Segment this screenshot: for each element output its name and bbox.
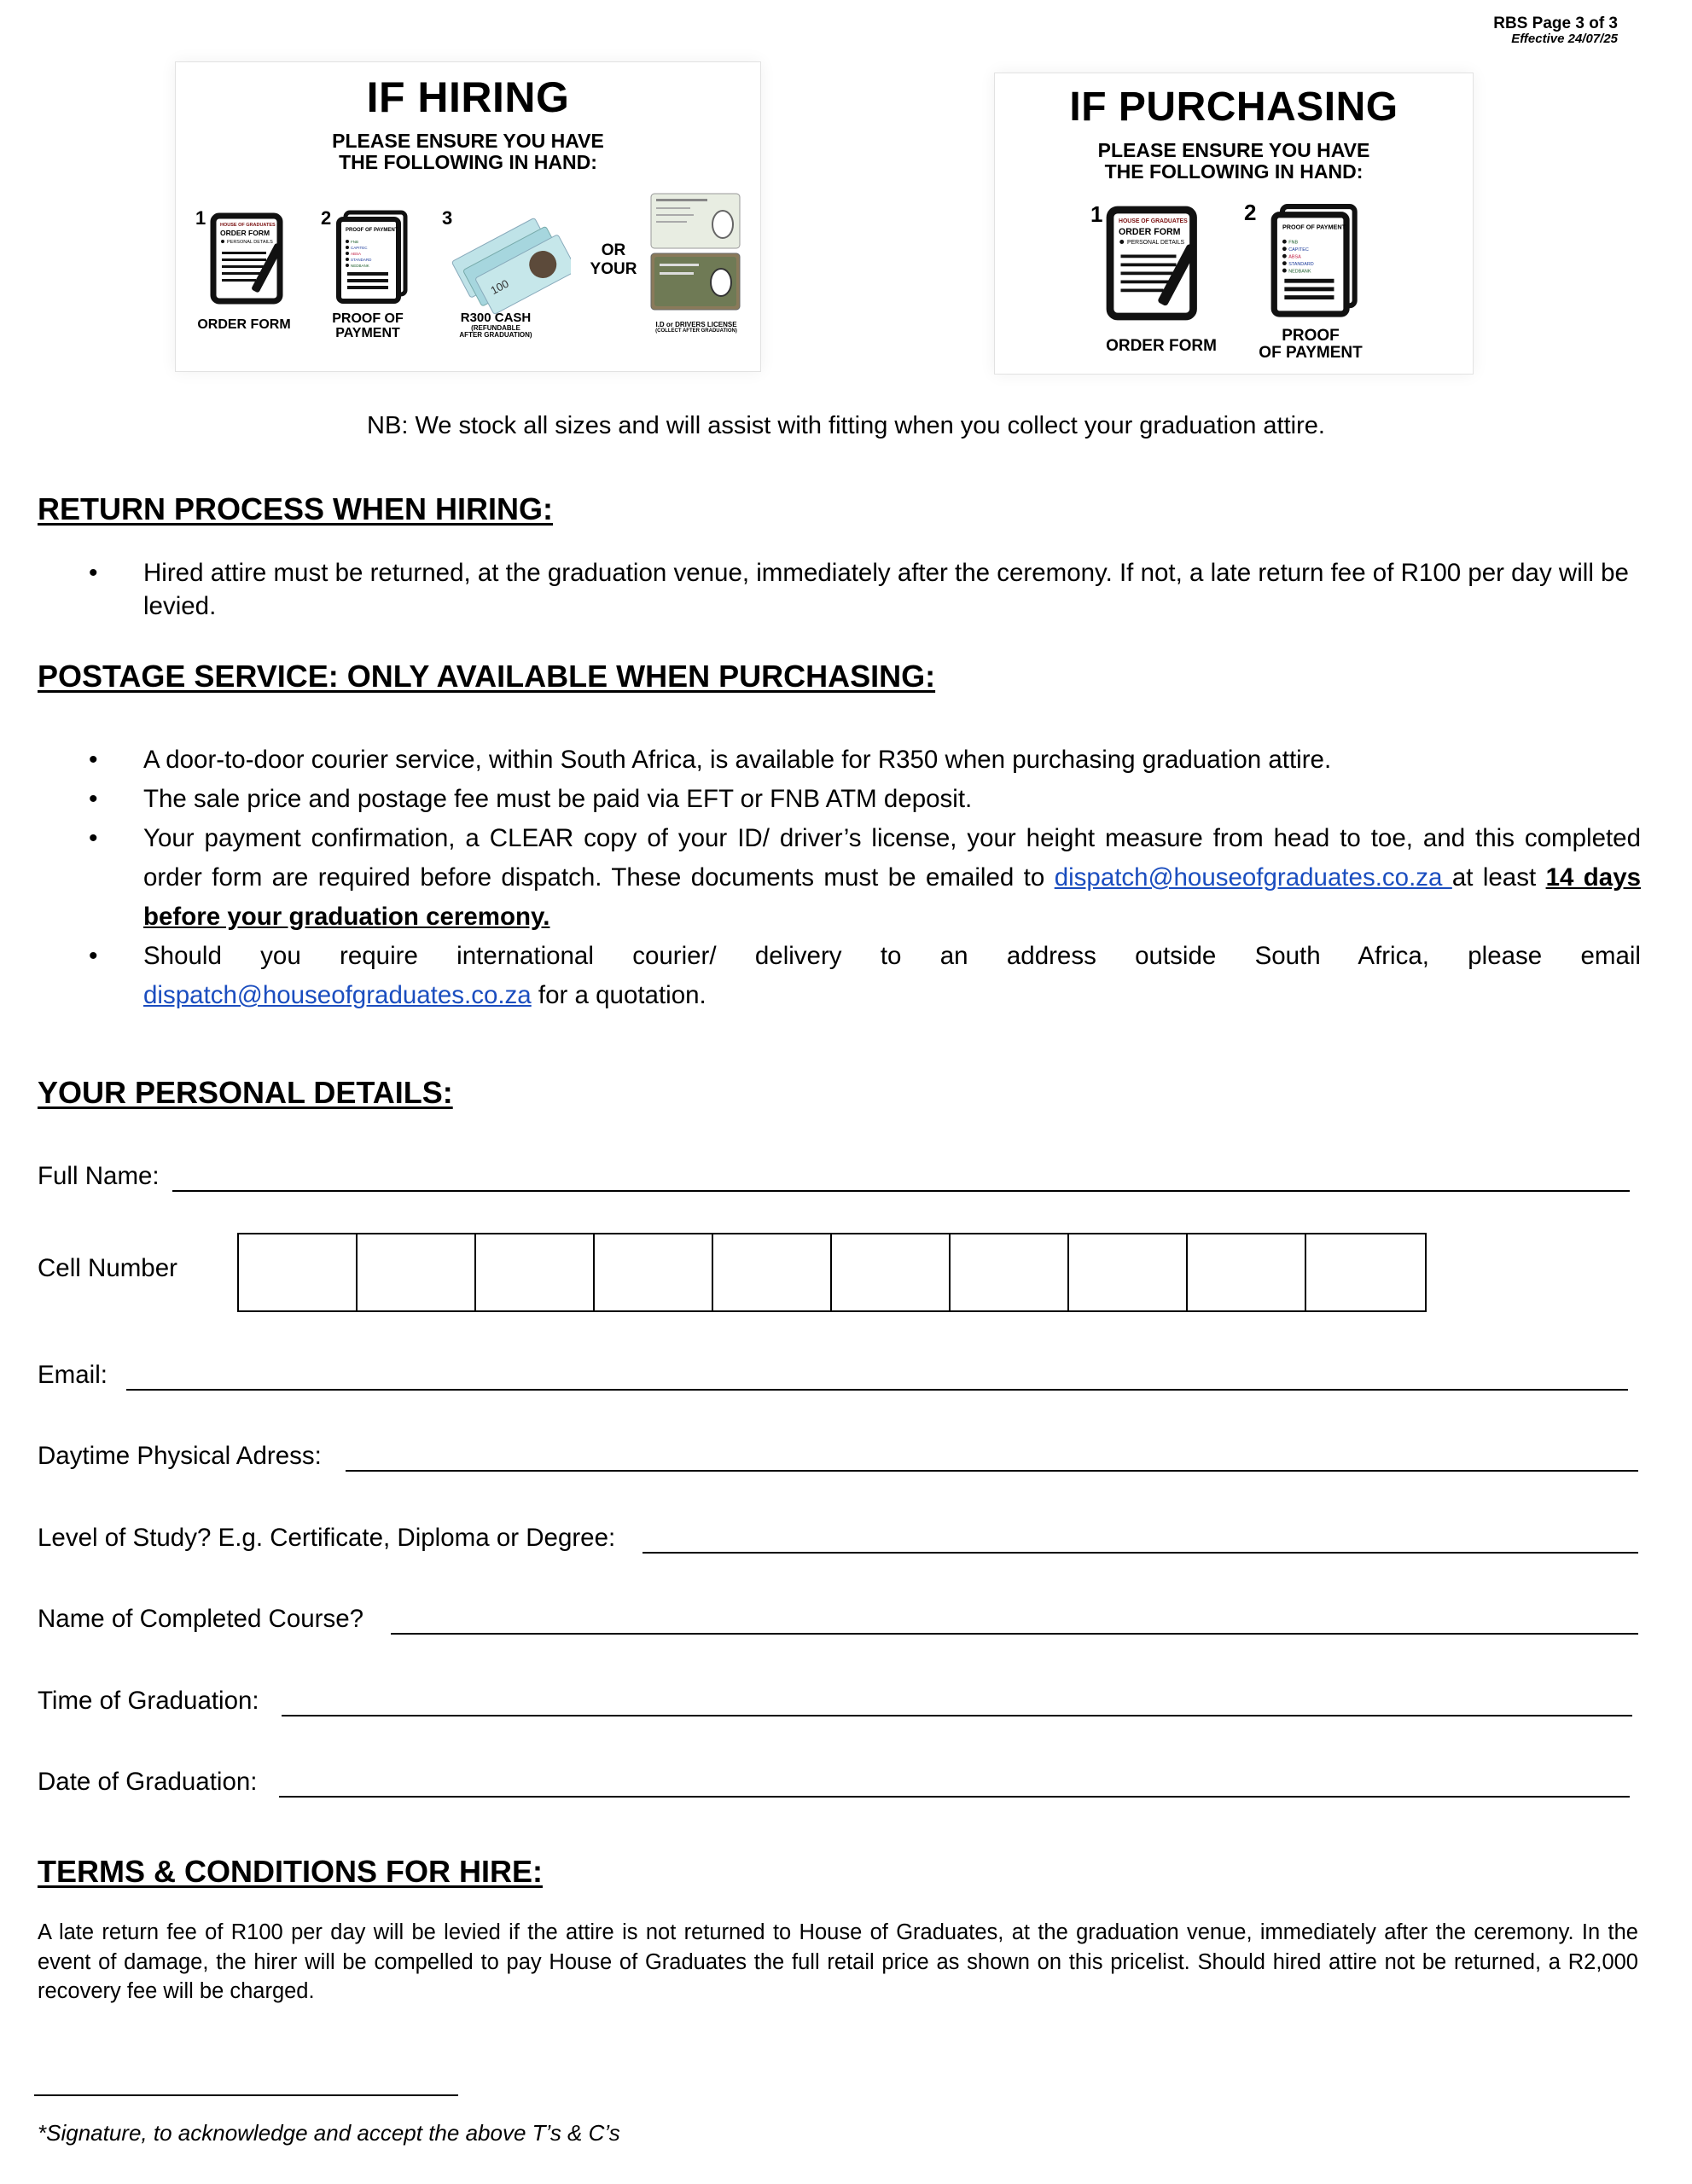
- purchasing-card-subtitle: PLEASE ENSURE YOU HAVE THE FOLLOWING IN HAND:: [1097, 139, 1370, 183]
- svg-text:HOUSE OF GRADUATES: HOUSE OF GRADUATES: [1119, 218, 1188, 224]
- cell-digit-box[interactable]: [951, 1234, 1069, 1310]
- email-label: Email:: [38, 1361, 108, 1389]
- list-item: • Your payment confirmation, a CLEAR copy of your ID/ driver’s license, your height measure from head to toe, and this completed order form are required before dispatch. These documents must be emailed to dispatch@houseofgraduates.co.za at least 14 days before your graduation ceremony.: [0, 819, 1692, 937]
- svg-text:FNB: FNB: [351, 240, 358, 244]
- svg-text:CAPITEC: CAPITEC: [1288, 247, 1309, 253]
- email-field[interactable]: [126, 1389, 1628, 1391]
- dispatch-email-link[interactable]: dispatch@houseofgraduates.co.za: [143, 981, 532, 1009]
- order-form-icon: [1106, 201, 1212, 325]
- order-form-icon: [210, 209, 295, 309]
- signature-line[interactable]: [34, 2094, 458, 2096]
- page-number: RBS Page 3 of 3: [1493, 15, 1618, 32]
- terms-text: A late return fee of R100 per day will be levied if the attire is not returned to House of Graduates, at the graduation venue, immediately after the ceremony. In the event of damage, the hirer will be compelled to pay House of Graduates the full retail price as shown on this pricelist. Should hired attire not be returned, a R2,000 recovery fee will be charged.: [38, 1920, 1638, 2003]
- svg-text:NEDBANK: NEDBANK: [351, 264, 369, 268]
- hire-id-label: I.D or DRIVERS LICENSE (COLLECT AFTER GRADUATION): [655, 321, 737, 334]
- graduation-date-label: Date of Graduation:: [38, 1768, 258, 1796]
- cell-digit-box[interactable]: [832, 1234, 951, 1310]
- personal-details-heading: YOUR PERSONAL DETAILS:: [38, 1075, 453, 1110]
- hire-step-2-number: 2: [321, 207, 332, 229]
- cell-digit-box[interactable]: [239, 1234, 358, 1310]
- list-item: • Should you require international courier/ delivery to an address outside South Africa, please email dispatch@houseofgraduates.co.za for a quotation.: [0, 937, 1692, 1015]
- list-item: • Hired attire must be returned, at the graduation venue, immediately after the ceremony. If not, a late return fee of R100 per day will be levied.: [0, 556, 1692, 623]
- full-name-field[interactable]: [172, 1190, 1630, 1192]
- hire-order-form-label: ORDER FORM: [197, 317, 291, 332]
- hire-or-your-text: OR YOUR: [590, 241, 637, 278]
- svg-text:STANDARD: STANDARD: [351, 258, 372, 262]
- list-item: • The sale price and postage fee must be paid via EFT or FNB ATM deposit.: [0, 780, 1692, 819]
- hiring-card-subtitle: PLEASE ENSURE YOU HAVE THE FOLLOWING IN HAND:: [332, 130, 604, 174]
- postage-heading: POSTAGE SERVICE: ONLY AVAILABLE WHEN PURCHASING:: [38, 659, 936, 694]
- terms-heading: TERMS & CONDITIONS FOR HIRE:: [38, 1854, 543, 1889]
- cell-digit-box[interactable]: [476, 1234, 595, 1310]
- cell-number-label: Cell Number: [38, 1254, 177, 1282]
- cell-digit-box[interactable]: [358, 1234, 476, 1310]
- svg-text:ABSA: ABSA: [1288, 254, 1301, 260]
- svg-text:PERSONAL DETAILS: PERSONAL DETAILS: [227, 240, 273, 245]
- purchasing-card-title: IF PURCHASING: [1069, 84, 1398, 130]
- cell-digit-box[interactable]: [1306, 1234, 1425, 1310]
- buy-step-1-number: 1: [1090, 201, 1103, 227]
- return-process-list: [0, 556, 1692, 623]
- svg-text:100: 100: [488, 276, 511, 298]
- graduation-time-label: Time of Graduation:: [38, 1687, 259, 1715]
- svg-text:NEDBANK: NEDBANK: [1288, 269, 1311, 275]
- cell-number-boxes: [237, 1233, 1427, 1312]
- svg-text:PERSONAL DETAILS: PERSONAL DETAILS: [1127, 240, 1185, 246]
- hiring-card-title: IF HIRING: [366, 73, 570, 121]
- cell-digit-box[interactable]: [713, 1234, 832, 1310]
- svg-text:HOUSE OF GRADUATES: HOUSE OF GRADUATES: [220, 223, 276, 228]
- proof-of-payment-icon: [334, 209, 415, 309]
- id-card-icon: [649, 190, 743, 318]
- buy-step-2-number: 2: [1244, 200, 1257, 225]
- buy-proof-of-payment-label: PROOF OF PAYMENT: [1259, 327, 1363, 362]
- hire-step-3-number: 3: [442, 207, 453, 229]
- address-label: Daytime Physical Adress:: [38, 1442, 322, 1470]
- buy-order-form-label: ORDER FORM: [1106, 337, 1217, 355]
- course-label: Name of Completed Course?: [38, 1605, 364, 1633]
- purchasing-requirements-card: [994, 73, 1474, 375]
- sizing-note: NB: We stock all sizes and will assist with fitting when you collect your graduation attire.: [367, 412, 1325, 439]
- svg-text:FNB: FNB: [1288, 240, 1299, 246]
- svg-text:ORDER FORM: ORDER FORM: [220, 229, 270, 237]
- signature-note: *Signature, to acknowledge and accept the above T’s & C’s: [38, 2120, 620, 2146]
- graduation-time-field[interactable]: [282, 1715, 1632, 1716]
- cell-digit-box[interactable]: [595, 1234, 713, 1310]
- svg-text:ORDER FORM: ORDER FORM: [1119, 226, 1181, 237]
- course-field[interactable]: [391, 1633, 1638, 1635]
- address-field[interactable]: [346, 1470, 1638, 1472]
- postage-list: [0, 741, 1692, 1015]
- level-of-study-field[interactable]: [642, 1552, 1638, 1554]
- hire-cash-label: R300 CASH (REFUNDABLE AFTER GRADUATION): [459, 311, 532, 340]
- hire-step-1-number: 1: [195, 207, 206, 229]
- cell-digit-box[interactable]: [1069, 1234, 1188, 1310]
- svg-text:ABSA: ABSA: [351, 252, 362, 256]
- cash-notes-icon: [447, 214, 571, 321]
- cell-digit-box[interactable]: [1188, 1234, 1306, 1310]
- level-of-study-label: Level of Study? E.g. Certificate, Diploma or Degree:: [38, 1524, 616, 1552]
- svg-text:PROOF OF PAYMENT: PROOF OF PAYMENT: [346, 228, 398, 233]
- full-name-label: Full Name:: [38, 1162, 160, 1190]
- page-header: [1493, 15, 1618, 46]
- list-item: • A door-to-door courier service, within South Africa, is available for R350 when purchasing graduation attire.: [0, 741, 1692, 780]
- dispatch-email-link[interactable]: dispatch@houseofgraduates.co.za: [1054, 863, 1452, 892]
- svg-text:PROOF OF PAYMENT: PROOF OF PAYMENT: [1282, 223, 1346, 231]
- proof-of-payment-icon: [1268, 201, 1366, 323]
- return-process-heading: RETURN PROCESS WHEN HIRING:: [38, 491, 554, 526]
- effective-date: Effective 24/07/25: [1511, 31, 1618, 46]
- svg-text:CAPITEC: CAPITEC: [351, 246, 368, 250]
- hiring-requirements-card: [175, 61, 761, 372]
- hire-proof-of-payment-label: PROOF OF PAYMENT: [332, 311, 404, 340]
- svg-text:STANDARD: STANDARD: [1288, 262, 1314, 268]
- graduation-date-field[interactable]: [279, 1796, 1630, 1798]
